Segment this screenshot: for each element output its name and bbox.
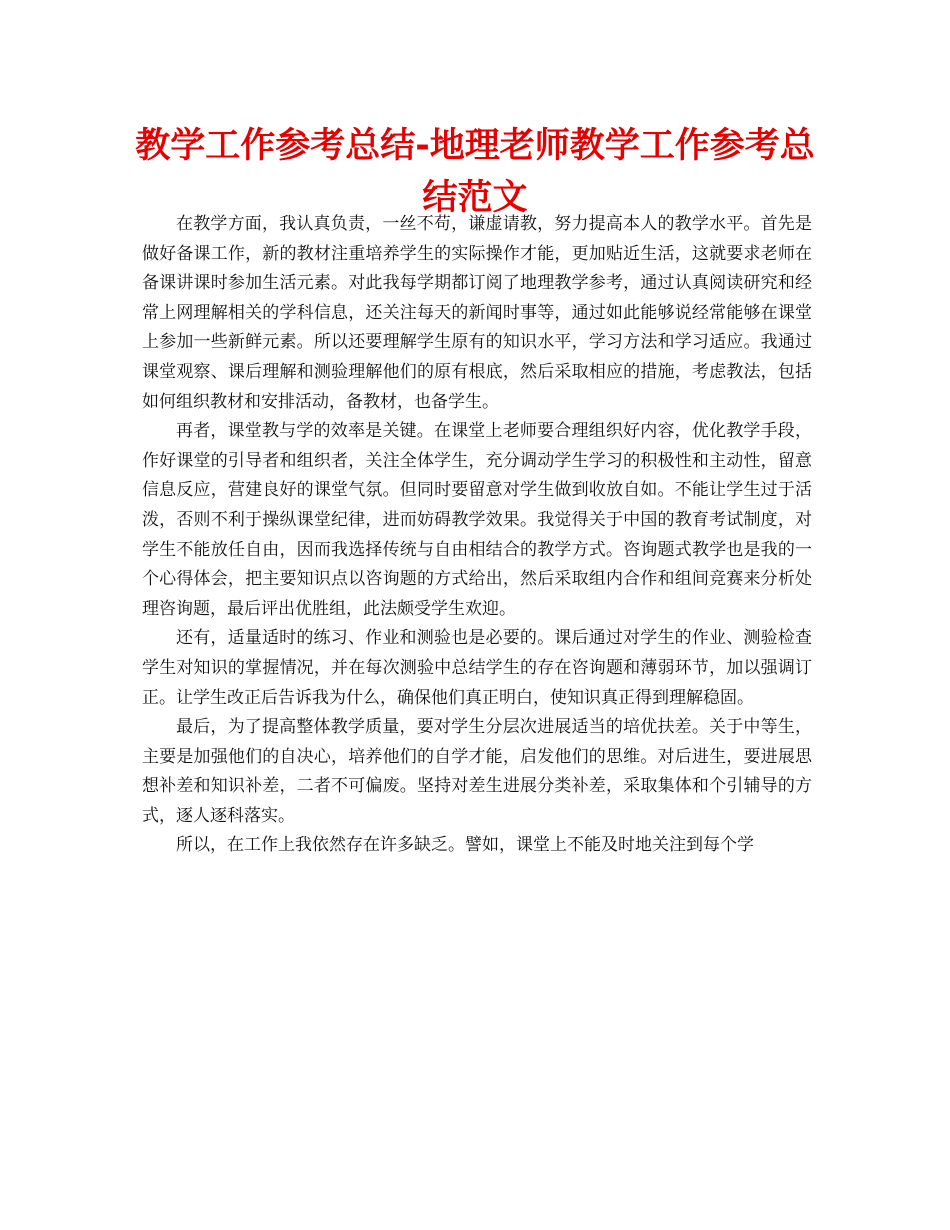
paragraph: 最后，为了提高整体教学质量，要对学生分层次进展适当的培优扶差。关于中等生，主要是加强他们的自决心，培养他们的自学才能，启发他们的思维。对后进生，要进展思想补差和知识补差，二者不可偏废。坚持对差生进展分类补差，采取集体和个引辅导的方式，逐人逐科落实。: [142, 717, 812, 826]
paragraph: 再者，课堂教与学的效率是关键。在课堂上老师要合理组织好内容，优化教学手段，作好课堂的引导者和组织者，关注全体学生，充分调动学生学习的积极性和主动性，留意信息反应，营建良好的课堂气氛。但同时要留意对学生做到收放自如。不能让学生过于活泼，否则不利于操纵课堂纪律，进而妨碍教学效果。我觉得关于中国的教育考试制度，对学生不能放任自由，因而我选择传统与自由相结合的教学方式。咨询题式教学也是我的一个心得体会，把主要知识点以咨询题的方式给出，然后采取组内合作和组间竞赛来分析处理咨询题，最后评出优胜组，此法颇受学生欢迎。: [142, 421, 812, 619]
paragraph: 还有，适量适时的练习、作业和测验也是必要的。课后通过对学生的作业、测验检查学生对知识的掌握情况，并在每次测验中总结学生的存在咨询题和薄弱环节，加以强调订正。让学生改正后告诉我为什么，确保他们真正明白，使知识真正得到理解稳固。: [142, 628, 812, 708]
document-body: [142, 210, 812, 861]
paragraph: 所以，在工作上我依然存在许多缺乏。譬如，课堂上不能及时地关注到每个学: [176, 835, 754, 856]
paragraph: 在教学方面，我认真负责，一丝不苟，谦虚请教，努力提高本人的教学水平。首先是做好备课工作，新的教材注重培养学生的实际操作才能，更加贴近生活，这就要求老师在备课讲课时参加生活元素。对此我每学期都订阅了地理教学参考，通过认真阅读研究和经常上网理解相关的学科信息，还关注每天的新闻时事等，通过如此能够说经常能够在课堂上参加一些新鲜元素。所以还要理解学生原有的知识水平，学习方法和学习适应。我通过课堂观察、课后理解和测验理解他们的原有根底，然后采取相应的措施，考虑教法，包括如何组织教材和安排活动，备教材，也备学生。: [142, 214, 812, 412]
document-title: 教学工作参考总结-地理老师教学工作参考总结范文: [135, 126, 815, 218]
